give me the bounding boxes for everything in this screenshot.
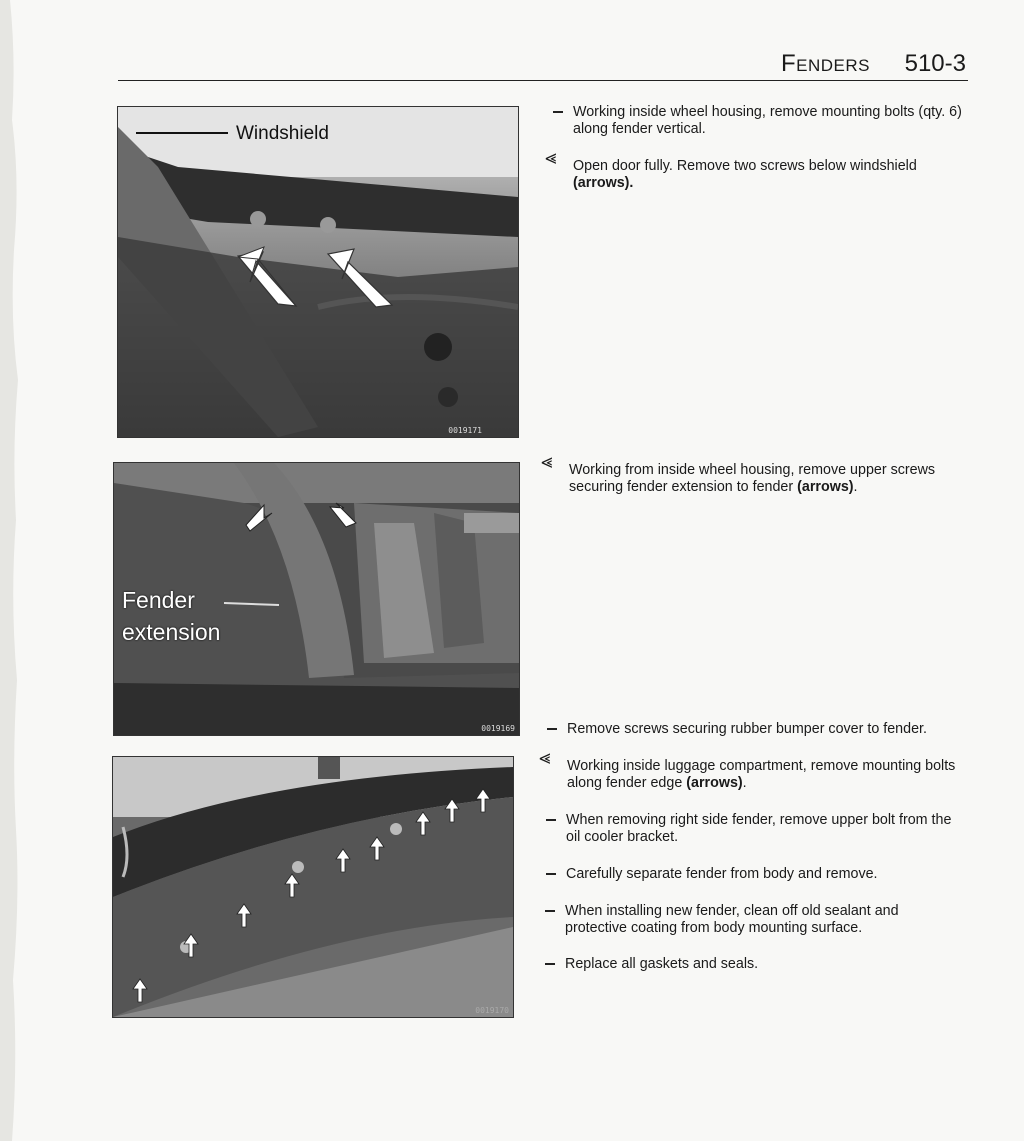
step-text: When removing right side fender, remove upper bolt from the oil cooler bracket.	[566, 812, 952, 845]
step-text: Working from inside wheel housing, remove upper screws securing fender extension to fender (arrows).	[569, 462, 936, 495]
figure-code: 0019169	[481, 724, 515, 733]
dash-bullet	[546, 819, 556, 821]
step-text: When installing new fender, clean off old sealant and protective coating from body mounting surface.	[565, 903, 899, 936]
dash-bullet	[547, 728, 557, 730]
photo-reference-arrow-icon: ⪡	[545, 147, 557, 169]
fender-extension-label-line2: extension	[122, 619, 221, 645]
page-header	[118, 48, 968, 81]
windshield-photo	[117, 106, 519, 438]
figure-code: 0019171	[448, 426, 482, 435]
dash-bullet	[545, 910, 555, 912]
scan-edge	[0, 0, 22, 1141]
section-title: Fenders	[780, 50, 870, 77]
fender-extension-photo	[113, 462, 520, 736]
fender-extension-label-line1: Fender	[122, 587, 195, 613]
step-text: Working inside luggage compartment, remove mounting bolts along fender edge (arrows).	[567, 758, 956, 791]
photo-reference-arrow-icon: ⪡	[539, 747, 551, 769]
step-text: Open door fully. Remove two screws below windshield (arrows).	[573, 158, 917, 191]
step-text: Remove screws securing rubber bumper cover to fender.	[567, 721, 927, 737]
fender-edge-photo	[112, 756, 514, 1018]
dash-bullet	[553, 111, 563, 113]
step-text: Replace all gaskets and seals.	[565, 956, 759, 972]
photo-reference-arrow-icon: ⪡	[541, 451, 553, 473]
page-number: 510-3	[904, 50, 966, 77]
dash-bullet	[545, 963, 555, 965]
dash-bullet	[546, 873, 556, 875]
windshield-label: Windshield	[236, 123, 329, 144]
step-text: Working inside wheel housing, remove mounting bolts (qty. 6) along fender vertical.	[573, 104, 962, 137]
step-text: Carefully separate fender from body and remove.	[566, 866, 878, 882]
figure-code: 0019170	[475, 1006, 509, 1015]
